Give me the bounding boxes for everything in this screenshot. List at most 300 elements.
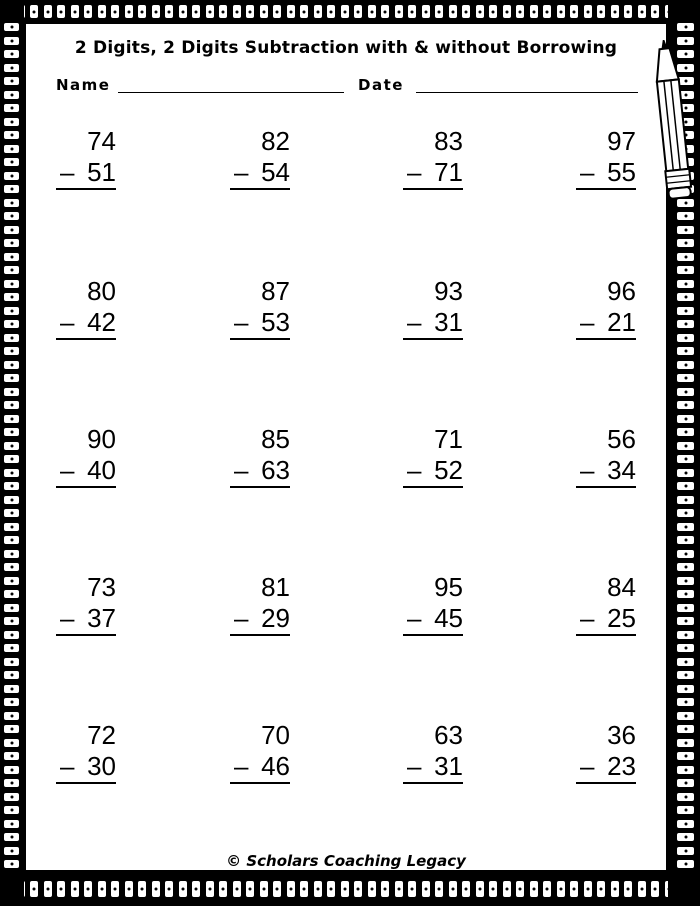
- border-tile: [313, 880, 323, 898]
- border-tile: [676, 697, 695, 707]
- minuend: 56: [607, 424, 636, 454]
- border-tile: [326, 880, 336, 898]
- minuend: 85: [261, 424, 290, 454]
- border-tile: [164, 4, 174, 19]
- minuend: 82: [261, 126, 290, 156]
- minus-sign: –: [580, 157, 595, 187]
- border-tile: [556, 4, 566, 19]
- border-tile: [676, 859, 695, 869]
- subtrahend-row: [56, 751, 116, 784]
- subtraction-problem: [56, 276, 116, 340]
- border-tile: [178, 4, 188, 19]
- border-tile: [676, 373, 695, 383]
- date-label: Date: [358, 76, 404, 94]
- border-tile: [353, 4, 363, 19]
- border-left: [0, 0, 24, 906]
- subtrahend-row: [403, 603, 463, 636]
- minus-sign: –: [580, 307, 595, 337]
- border-tile: [286, 4, 296, 19]
- subtrahend-row: [56, 603, 116, 636]
- minuend: 71: [434, 424, 463, 454]
- subtrahend: 21: [607, 307, 636, 337]
- minus-sign: –: [60, 603, 75, 633]
- name-field[interactable]: [118, 92, 344, 93]
- minus-sign: –: [580, 455, 595, 485]
- border-tile: [380, 880, 390, 898]
- border-tile: [3, 589, 20, 599]
- minuend: 84: [607, 572, 636, 602]
- subtrahend-row: [56, 307, 116, 340]
- subtrahend-row: [576, 157, 636, 190]
- subtrahend-row: [576, 455, 636, 488]
- border-tile: [475, 880, 485, 898]
- border-tile: [676, 211, 695, 221]
- border-tile: [676, 630, 695, 640]
- border-tile: [232, 880, 242, 898]
- border-tile: [191, 4, 201, 19]
- border-tile: [137, 4, 147, 19]
- subtraction-problem: [403, 572, 463, 636]
- subtrahend-row: [403, 751, 463, 784]
- border-tile: [3, 792, 20, 802]
- border-tile: [676, 441, 695, 451]
- pencil-icon: [655, 40, 695, 200]
- border-tile: [3, 360, 20, 370]
- border-tile: [43, 4, 53, 19]
- border-tile: [3, 616, 20, 626]
- border-tile: [164, 880, 174, 898]
- border-tile: [110, 4, 120, 19]
- border-tile: [676, 711, 695, 721]
- subtrahend-row: [576, 603, 636, 636]
- border-tile: [488, 4, 498, 19]
- subtrahend-row: [576, 751, 636, 784]
- subtrahend: 31: [434, 751, 463, 781]
- border-tile: [3, 333, 20, 343]
- minuend: 93: [434, 276, 463, 306]
- minuend: 90: [87, 424, 116, 454]
- subtraction-problem: [403, 126, 463, 190]
- subtrahend-row: [576, 307, 636, 340]
- worksheet-title: 2 Digits, 2 Digits Subtraction with & without Borrowing: [74, 38, 618, 58]
- border-tile: [623, 880, 633, 898]
- subtrahend: 31: [434, 307, 463, 337]
- border-tile: [569, 880, 579, 898]
- border-tile: [286, 880, 296, 898]
- border-tile: [676, 522, 695, 532]
- border-tile: [676, 765, 695, 775]
- border-tile: [461, 880, 471, 898]
- minuend: 73: [87, 572, 116, 602]
- border-tile: [3, 657, 20, 667]
- border-tile: [502, 4, 512, 19]
- copyright-footer: © Scholars Coaching Legacy: [226, 852, 466, 870]
- minus-sign: –: [407, 157, 422, 187]
- border-tile: [529, 880, 539, 898]
- border-tile: [353, 880, 363, 898]
- border-tile: [3, 535, 20, 545]
- minuend: 81: [261, 572, 290, 602]
- minus-sign: –: [60, 455, 75, 485]
- border-tile: [407, 4, 417, 19]
- subtrahend: 63: [261, 455, 290, 485]
- subtraction-problem: [56, 720, 116, 784]
- border-tile: [232, 4, 242, 19]
- border-tile: [676, 225, 695, 235]
- border-tile: [3, 765, 20, 775]
- border-tile: [83, 4, 93, 19]
- border-tile: [676, 670, 695, 680]
- minus-sign: –: [234, 603, 249, 633]
- subtrahend-row: [230, 751, 290, 784]
- minuend: 83: [434, 126, 463, 156]
- border-tile: [596, 880, 606, 898]
- border-tile: [623, 4, 633, 19]
- border-tile: [299, 4, 309, 19]
- border-tile: [178, 880, 188, 898]
- border-tile: [676, 238, 695, 248]
- subtrahend: 37: [87, 603, 116, 633]
- border-tile: [676, 778, 695, 788]
- subtrahend: 42: [87, 307, 116, 337]
- subtraction-problem: [230, 572, 290, 636]
- border-tile: [676, 684, 695, 694]
- border-tile: [407, 880, 417, 898]
- border-tile: [3, 495, 20, 505]
- border-tile: [676, 603, 695, 613]
- border-tile: [205, 4, 215, 19]
- subtrahend: 30: [87, 751, 116, 781]
- border-tile: [676, 306, 695, 316]
- border-tile: [676, 724, 695, 734]
- border-tile: [70, 880, 80, 898]
- subtraction-problem: [403, 424, 463, 488]
- border-tile: [676, 481, 695, 491]
- subtrahend-row: [230, 157, 290, 190]
- border-tile: [676, 805, 695, 815]
- subtrahend: 29: [261, 603, 290, 633]
- border-tile: [3, 751, 20, 761]
- subtraction-problem: [576, 126, 636, 190]
- minus-sign: –: [407, 603, 422, 633]
- border-tile: [421, 880, 431, 898]
- border-tile: [3, 346, 20, 356]
- subtrahend-row: [56, 455, 116, 488]
- border-tile: [3, 846, 20, 856]
- border-tile: [3, 117, 20, 127]
- subtrahend: 51: [87, 157, 116, 187]
- border-tile: [676, 346, 695, 356]
- border-tile: [43, 880, 53, 898]
- subtraction-problem: [230, 720, 290, 784]
- border-tile: [676, 751, 695, 761]
- subtrahend: 52: [434, 455, 463, 485]
- border-tile: [610, 880, 620, 898]
- border-tile: [676, 387, 695, 397]
- border-tile: [569, 4, 579, 19]
- minuend: 97: [607, 126, 636, 156]
- border-tile: [394, 880, 404, 898]
- border-tile: [3, 76, 20, 86]
- border-tile: [676, 292, 695, 302]
- border-tile: [3, 184, 20, 194]
- subtrahend: 25: [607, 603, 636, 633]
- border-tile: [3, 238, 20, 248]
- border-tile: [259, 4, 269, 19]
- border-tile: [110, 880, 120, 898]
- border-tile: [676, 738, 695, 748]
- border-tile: [448, 880, 458, 898]
- border-bottom: [0, 872, 700, 906]
- border-tile: [3, 630, 20, 640]
- border-tile: [529, 4, 539, 19]
- border-tile: [3, 711, 20, 721]
- border-tile: [245, 880, 255, 898]
- worksheet-frame: [24, 22, 668, 872]
- border-tile: [3, 319, 20, 329]
- border-tile: [3, 441, 20, 451]
- border-tile: [3, 103, 20, 113]
- border-tile: [3, 508, 20, 518]
- border-tile: [676, 549, 695, 559]
- border-tile: [3, 211, 20, 221]
- subtrahend: 40: [87, 455, 116, 485]
- subtrahend-row: [403, 455, 463, 488]
- border-tile: [299, 880, 309, 898]
- subtrahend-row: [230, 455, 290, 488]
- border-tile: [3, 49, 20, 59]
- border-tile: [3, 90, 20, 100]
- border-tile: [556, 880, 566, 898]
- border-tile: [3, 414, 20, 424]
- border-tile: [676, 792, 695, 802]
- subtraction-problem: [403, 720, 463, 784]
- date-field[interactable]: [416, 92, 638, 93]
- border-tile: [394, 4, 404, 19]
- border-tile: [3, 292, 20, 302]
- minuend: 80: [87, 276, 116, 306]
- border-tile: [3, 684, 20, 694]
- border-tile: [3, 778, 20, 788]
- subtrahend: 45: [434, 603, 463, 633]
- border-tile: [3, 481, 20, 491]
- border-tile: [3, 697, 20, 707]
- subtraction-problem: [576, 720, 636, 784]
- minus-sign: –: [234, 307, 249, 337]
- minus-sign: –: [234, 751, 249, 781]
- border-tile: [434, 880, 444, 898]
- border-tile: [3, 279, 20, 289]
- border-tile: [448, 4, 458, 19]
- border-tile: [3, 130, 20, 140]
- border-tile: [475, 4, 485, 19]
- border-tile: [340, 4, 350, 19]
- subtrahend-row: [230, 307, 290, 340]
- border-tile: [434, 4, 444, 19]
- subtraction-problem: [403, 276, 463, 340]
- border-tile: [542, 4, 552, 19]
- border-tile: [3, 832, 20, 842]
- border-tile: [3, 387, 20, 397]
- border-tile: [3, 819, 20, 829]
- border-tile: [3, 549, 20, 559]
- border-tile: [3, 36, 20, 46]
- minus-sign: –: [60, 157, 75, 187]
- border-tile: [124, 4, 134, 19]
- border-tile: [272, 4, 282, 19]
- border-tile: [676, 589, 695, 599]
- subtraction-problem: [576, 572, 636, 636]
- border-tile: [488, 880, 498, 898]
- subtraction-problem: [576, 424, 636, 488]
- border-tile: [367, 880, 377, 898]
- border-tile: [56, 4, 66, 19]
- subtrahend: 55: [607, 157, 636, 187]
- border-tile: [676, 427, 695, 437]
- border-tile: [313, 4, 323, 19]
- border-tile: [340, 880, 350, 898]
- border-tile: [676, 22, 695, 32]
- border-tile: [124, 880, 134, 898]
- border-tile: [676, 846, 695, 856]
- border-tile: [650, 4, 660, 19]
- border-tile: [3, 198, 20, 208]
- border-tile: [676, 508, 695, 518]
- border-tile: [676, 535, 695, 545]
- border-tile: [3, 805, 20, 815]
- border-tile: [676, 657, 695, 667]
- border-tile: [3, 468, 20, 478]
- border-tile: [515, 880, 525, 898]
- border-tile: [676, 279, 695, 289]
- border-tile: [542, 880, 552, 898]
- subtrahend-row: [403, 157, 463, 190]
- border-tile: [676, 319, 695, 329]
- border-tile: [3, 859, 20, 869]
- border-tile: [218, 880, 228, 898]
- border-tile: [502, 880, 512, 898]
- subtraction-problem: [230, 276, 290, 340]
- border-tile: [676, 495, 695, 505]
- minuend: 96: [607, 276, 636, 306]
- border-tile: [137, 880, 147, 898]
- subtrahend: 71: [434, 157, 463, 187]
- border-tile: [676, 562, 695, 572]
- border-tile: [3, 576, 20, 586]
- minus-sign: –: [407, 751, 422, 781]
- border-tile: [205, 880, 215, 898]
- border-tile: [610, 4, 620, 19]
- border-tile: [676, 360, 695, 370]
- border-tile: [3, 427, 20, 437]
- minus-sign: –: [60, 751, 75, 781]
- border-tile: [3, 643, 20, 653]
- border-tile: [676, 400, 695, 410]
- border-tile: [3, 724, 20, 734]
- border-tile: [676, 468, 695, 478]
- minuend: 72: [87, 720, 116, 750]
- border-tile: [3, 738, 20, 748]
- name-label: Name: [56, 76, 111, 94]
- border-tile: [676, 576, 695, 586]
- minuend: 70: [261, 720, 290, 750]
- minuend: 74: [87, 126, 116, 156]
- subtrahend-row: [403, 307, 463, 340]
- border-tile: [650, 880, 660, 898]
- border-tile: [326, 4, 336, 19]
- border-tile: [637, 880, 647, 898]
- border-tile: [272, 880, 282, 898]
- border-tile: [3, 562, 20, 572]
- minus-sign: –: [580, 603, 595, 633]
- subtraction-problem: [576, 276, 636, 340]
- border-tile: [70, 4, 80, 19]
- border-tile: [218, 4, 228, 19]
- border-tile: [3, 252, 20, 262]
- subtraction-problem: [230, 424, 290, 488]
- border-top: [0, 0, 700, 22]
- subtrahend: 53: [261, 307, 290, 337]
- border-tile: [259, 880, 269, 898]
- border-tile: [583, 4, 593, 19]
- subtrahend: 34: [607, 455, 636, 485]
- border-tile: [29, 4, 39, 19]
- minus-sign: –: [234, 157, 249, 187]
- border-tile: [676, 819, 695, 829]
- subtraction-problem: [230, 126, 290, 190]
- subtrahend: 46: [261, 751, 290, 781]
- border-tile: [83, 880, 93, 898]
- border-tile: [583, 880, 593, 898]
- minuend: 36: [607, 720, 636, 750]
- border-tile: [515, 4, 525, 19]
- border-tile: [676, 832, 695, 842]
- subtrahend-row: [230, 603, 290, 636]
- border-tile: [97, 4, 107, 19]
- border-tile: [151, 4, 161, 19]
- border-tile: [3, 171, 20, 181]
- border-tile: [676, 252, 695, 262]
- border-tile: [3, 522, 20, 532]
- border-tile: [191, 880, 201, 898]
- border-tile: [3, 373, 20, 383]
- border-tile: [3, 670, 20, 680]
- border-tile: [380, 4, 390, 19]
- border-tile: [421, 4, 431, 19]
- subtrahend: 54: [261, 157, 290, 187]
- border-tile: [3, 22, 20, 32]
- border-tile: [461, 4, 471, 19]
- minuend: 63: [434, 720, 463, 750]
- border-tile: [676, 414, 695, 424]
- border-tile: [3, 157, 20, 167]
- subtraction-problem: [56, 424, 116, 488]
- minuend: 87: [261, 276, 290, 306]
- subtraction-problem: [56, 126, 116, 190]
- border-tile: [3, 144, 20, 154]
- minus-sign: –: [407, 307, 422, 337]
- border-tile: [596, 4, 606, 19]
- minus-sign: –: [580, 751, 595, 781]
- subtraction-problem: [56, 572, 116, 636]
- minus-sign: –: [407, 455, 422, 485]
- border-tile: [367, 4, 377, 19]
- minus-sign: –: [234, 455, 249, 485]
- border-tile: [637, 4, 647, 19]
- border-tile: [676, 454, 695, 464]
- border-tile: [97, 880, 107, 898]
- minuend: 95: [434, 572, 463, 602]
